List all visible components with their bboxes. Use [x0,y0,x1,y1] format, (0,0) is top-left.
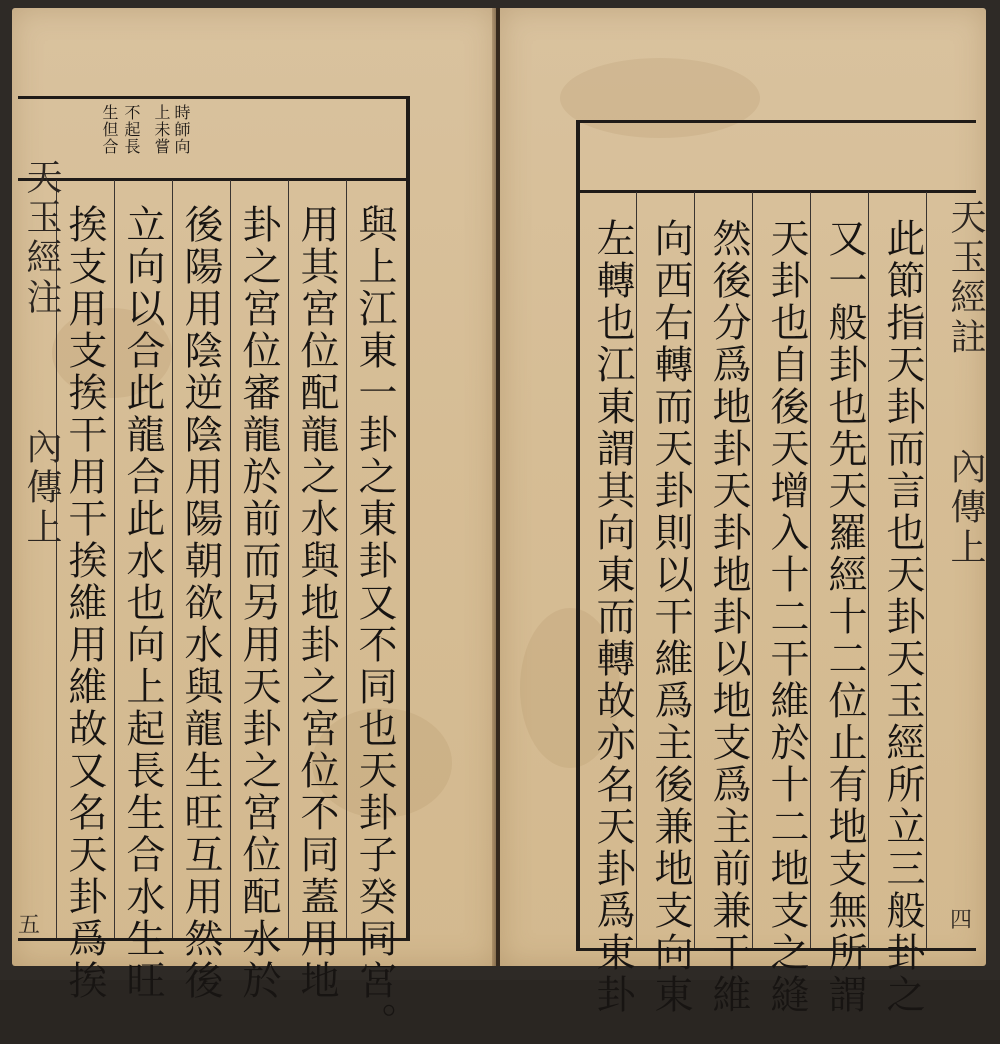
page-number: 四 [950,908,973,933]
edge-section-title: 內傳上 [21,428,62,548]
text-column-1: 此節指天卦而言也天卦天玉經所立三般卦之 [880,218,925,1016]
text-column-3: 天卦也自後天增入十二干維於十二地支之縫 [764,218,809,1016]
text-column-2: 又一般卦也先天羅經十二位止有地支無所謂 [822,218,867,1016]
left-page [12,8,496,1044]
text-column-5: 立向以合此龍合此水也向上起長生合水生旺 [120,204,165,1002]
header-note-2: 上未嘗 [152,104,171,155]
header-note-3: 不起長 [122,104,141,155]
text-column-3: 卦之宮位審龍於前而另用天卦之宮位配水於 [236,204,281,1002]
column-divider [346,180,347,938]
text-column-1: 與上江東一卦之東卦又不同也天卦子癸同宮。 [352,204,397,1044]
column-divider [636,192,637,948]
column-divider [172,180,173,938]
text-column-4: 後陽用陰逆陰用陽朝欲水與龍生旺互用然後 [178,204,223,1002]
header-top-rule [18,96,410,99]
header-note-1: 時師向 [172,104,191,155]
edge-section-title: 內傳上 [945,448,986,568]
edge-book-title: 天玉經註 [945,198,986,358]
column-divider [810,192,811,948]
text-column-5: 向西右轉而天卦則以干維爲主後兼地支向東 [648,218,693,1016]
column-divider [752,192,753,948]
right-page [500,8,986,1016]
column-divider [114,180,115,938]
column-divider [926,192,927,948]
page-number: 五 [18,913,41,938]
text-column-2: 用其宮位配龍之水與地卦之宮位不同蓋用地 [294,204,339,1002]
left-frame-outer-edge [406,96,410,941]
header-note-4: 生但合 [100,104,119,155]
right-frame-outer-edge [576,120,580,950]
column-divider [288,180,289,938]
text-column-4: 然後分爲地卦天卦地卦以地支爲主前兼干維 [706,218,751,1016]
column-divider [694,192,695,948]
paper-stain [560,58,760,138]
column-divider [868,192,869,948]
header-bottom-rule [18,178,410,181]
text-column-6: 左轉也江東謂其向東而轉故亦名天卦爲東卦 [590,218,635,1016]
text-column-6: 挨支用支挨干用干挨維用維故又名天卦爲挨 [62,204,107,1002]
edge-book-title: 天玉經注 [21,158,62,318]
header-top-rule [576,120,976,123]
column-divider [230,180,231,938]
